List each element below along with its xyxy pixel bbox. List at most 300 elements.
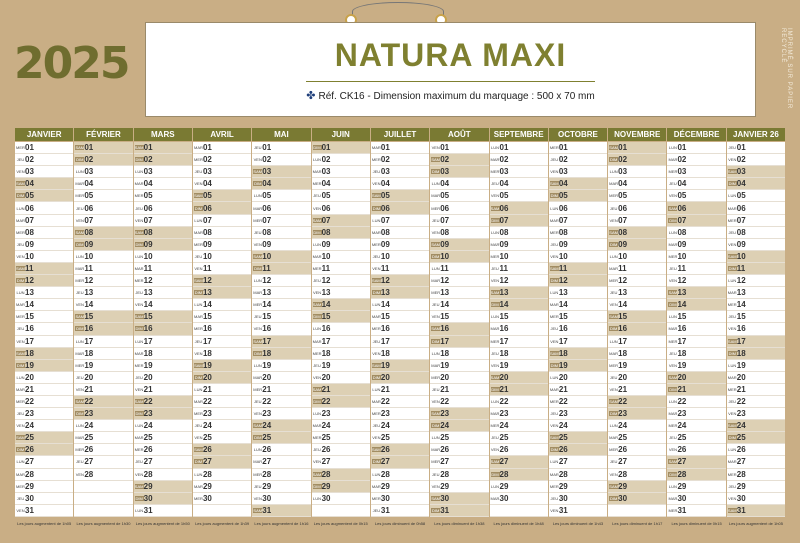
day-row	[549, 323, 607, 335]
weekday-label: LUN	[490, 483, 499, 489]
day-row	[74, 469, 132, 481]
weekday-label: MAR	[490, 495, 500, 501]
day-row	[312, 299, 370, 311]
day-number: 07	[262, 215, 272, 225]
weekday-label: VEN	[609, 302, 618, 308]
weekday-label: DIM	[135, 241, 143, 247]
weekday-label: VEN	[253, 157, 262, 163]
day-row	[74, 408, 132, 420]
day-row	[490, 432, 548, 444]
day-number: 01	[321, 143, 331, 153]
day-number: 09	[202, 239, 212, 249]
day-row	[193, 239, 251, 251]
day-row	[430, 323, 488, 335]
day-number: 05	[380, 191, 390, 201]
weekday-label: MER	[727, 302, 737, 308]
day-row	[193, 396, 251, 408]
weekday-label: MAR	[75, 435, 85, 441]
day-row	[252, 444, 310, 456]
day-number: 21	[380, 384, 390, 394]
day-row	[134, 481, 192, 493]
day-number: 29	[736, 481, 746, 491]
weekday-label: LUN	[253, 193, 262, 199]
day-number: 21	[262, 384, 272, 394]
month-days	[252, 142, 310, 517]
day-row	[608, 166, 666, 178]
day-row	[549, 166, 607, 178]
weekday-label: JEU	[609, 459, 618, 465]
day-row	[608, 360, 666, 372]
day-number: 05	[262, 191, 272, 201]
weekday-label: MAR	[371, 314, 381, 320]
weekday-label: DIM	[609, 495, 618, 501]
day-row	[608, 323, 666, 335]
day-number: 23	[321, 409, 331, 419]
weekday-label: MER	[16, 399, 25, 405]
day-row	[549, 420, 607, 432]
day-number: 27	[84, 457, 94, 467]
day-number: 17	[84, 336, 94, 346]
day-number: 07	[143, 215, 153, 225]
day-number: 27	[380, 457, 390, 467]
day-row	[134, 432, 192, 444]
day-number: 20	[380, 372, 390, 382]
day-number: 08	[25, 227, 34, 237]
day-number: 27	[618, 457, 628, 467]
day-number: 21	[736, 384, 746, 394]
day-row	[312, 469, 370, 481]
day-number: 11	[558, 263, 568, 273]
weekday-label: JEU	[16, 326, 25, 332]
day-number: 25	[202, 433, 212, 443]
day-number: 31	[677, 505, 687, 515]
weekday-label: LUN	[16, 205, 25, 211]
day-number: 03	[380, 167, 390, 177]
day-number: 17	[202, 336, 212, 346]
day-number: 29	[618, 481, 628, 491]
weekday-label: DIM	[550, 362, 558, 368]
day-row	[252, 336, 310, 348]
weekday-label: SAM	[490, 205, 500, 211]
day-number: 27	[321, 457, 331, 467]
day-row	[608, 481, 666, 493]
day-row	[15, 178, 73, 190]
month-header: AVRIL	[193, 128, 251, 141]
weekday-label: MAR	[431, 447, 441, 453]
day-row	[15, 239, 73, 251]
day-row	[15, 311, 73, 323]
day-row	[430, 372, 488, 384]
day-number: 23	[499, 409, 509, 419]
day-number: 06	[677, 203, 687, 213]
day-row	[430, 263, 488, 275]
day-row	[727, 166, 785, 178]
day-number: 05	[321, 191, 331, 201]
weekday-label: DIM	[550, 447, 558, 453]
weekday-label: DIM	[76, 326, 84, 332]
weekday-label: MAR	[75, 181, 85, 187]
day-number: 21	[618, 384, 628, 394]
day-number: 09	[677, 239, 687, 249]
weekday-label: MER	[371, 411, 381, 417]
day-number: 28	[677, 469, 687, 479]
day-row	[312, 251, 370, 263]
day-number: 10	[25, 251, 34, 261]
weekday-label: DIM	[669, 217, 677, 223]
day-number: 25	[677, 433, 687, 443]
weekday-label: VEN	[135, 471, 144, 477]
day-row	[193, 481, 251, 493]
day-row	[549, 372, 607, 384]
weekday-label: LUN	[728, 278, 737, 284]
day-row	[15, 456, 73, 468]
weekday-label: JEU	[728, 229, 737, 235]
day-row	[727, 299, 785, 311]
weekday-label: MER	[549, 314, 559, 320]
weekday-label: VEN	[16, 169, 25, 175]
day-row	[371, 323, 429, 335]
day-number: 14	[262, 300, 272, 310]
weekday-label: SAM	[134, 399, 144, 405]
day-row	[134, 420, 192, 432]
day-row	[193, 372, 251, 384]
weekday-label: LUN	[550, 205, 559, 211]
day-row	[549, 299, 607, 311]
day-row	[490, 142, 548, 154]
day-number: 15	[736, 312, 746, 322]
weekday-label: VEN	[253, 411, 262, 417]
reference-line	[146, 89, 755, 102]
weekday-label: JEU	[550, 495, 559, 501]
weekday-label: LUN	[75, 423, 84, 429]
day-row	[134, 311, 192, 323]
day-number: 21	[321, 384, 331, 394]
day-row	[134, 396, 192, 408]
day-number: 03	[202, 167, 212, 177]
day-number: 14	[84, 300, 94, 310]
weekday-label: MER	[312, 435, 322, 441]
day-number: 07	[736, 215, 746, 225]
weekday-label: SAM	[609, 399, 618, 405]
weekday-label: SAM	[16, 350, 25, 356]
weekday-label: JEU	[135, 290, 143, 296]
weekday-label: SAM	[609, 483, 618, 489]
day-number: 16	[736, 324, 746, 334]
day-row	[193, 493, 251, 505]
day-row	[312, 505, 370, 517]
day-row	[727, 469, 785, 481]
day-row	[490, 166, 548, 178]
day-number: 24	[677, 421, 687, 431]
weekday-label: MAR	[727, 205, 737, 211]
day-row	[549, 227, 607, 239]
day-row	[134, 227, 192, 239]
day-number: 16	[202, 324, 212, 334]
day-number: 04	[677, 179, 687, 189]
weekday-label: DIM	[609, 241, 618, 247]
weekday-label: MAR	[193, 399, 203, 405]
day-row	[549, 142, 607, 154]
day-row	[312, 408, 370, 420]
day-number: 15	[84, 312, 94, 322]
day-row	[608, 469, 666, 481]
day-number: 13	[321, 288, 331, 298]
weekday-label: SAM	[549, 350, 559, 356]
weekday-label: VEN	[490, 447, 500, 453]
weekday-label: JEU	[16, 157, 25, 163]
weekday-label: MAR	[609, 181, 619, 187]
day-number: 04	[262, 179, 272, 189]
day-row	[15, 287, 73, 299]
weekday-label: MAR	[253, 205, 263, 211]
day-row	[549, 348, 607, 360]
weekday-label: SAM	[668, 205, 678, 211]
day-number: 06	[736, 203, 746, 213]
day-number: 28	[736, 469, 746, 479]
weekday-label: MER	[75, 362, 85, 368]
day-row	[134, 348, 192, 360]
day-number: 18	[380, 348, 390, 358]
day-row	[371, 493, 429, 505]
day-number: 24	[262, 421, 272, 431]
weekday-label: LUN	[16, 459, 25, 465]
day-row	[74, 481, 132, 493]
day-row	[490, 396, 548, 408]
day-row	[727, 481, 785, 493]
day-row	[371, 372, 429, 384]
day-row	[15, 481, 73, 493]
weekday-label: LUN	[490, 399, 499, 405]
weekday-label: DIM	[728, 181, 736, 187]
day-number: 18	[618, 348, 628, 358]
day-number: 05	[558, 191, 568, 201]
weekday-label: LUN	[75, 253, 84, 259]
day-row	[193, 227, 251, 239]
day-number: 11	[440, 263, 449, 273]
weekday-label: JEU	[76, 205, 84, 211]
weekday-label: VEN	[490, 362, 500, 368]
day-row	[727, 396, 785, 408]
weekday-label: VEN	[728, 157, 737, 163]
day-number: 06	[321, 203, 331, 213]
day-row	[252, 263, 310, 275]
day-number: 11	[736, 263, 746, 273]
day-row	[727, 311, 785, 323]
day-number: 22	[440, 397, 450, 407]
month-days	[490, 142, 548, 517]
day-row	[549, 202, 607, 214]
weekday-label: LUN	[372, 471, 381, 477]
day-row	[608, 215, 666, 227]
day-number: 17	[736, 336, 746, 346]
weekday-label: MAR	[16, 217, 25, 223]
header-panel	[145, 22, 756, 117]
day-row	[15, 251, 73, 263]
weekday-label: VEN	[668, 362, 678, 368]
day-row	[252, 178, 310, 190]
day-row	[490, 408, 548, 420]
day-row	[430, 166, 488, 178]
day-number: 31	[262, 505, 272, 515]
weekday-label: MER	[75, 447, 85, 453]
day-number: 07	[618, 215, 628, 225]
day-row	[490, 251, 548, 263]
day-number: 27	[440, 457, 450, 467]
day-number: 08	[321, 227, 331, 237]
day-number: 20	[84, 372, 94, 382]
day-number: 03	[25, 167, 34, 177]
month-footer: Les jours augmentent de 1h05	[17, 521, 72, 526]
day-row	[252, 311, 310, 323]
weekday-label: SAM	[727, 169, 737, 175]
weekday-label: DIM	[550, 278, 558, 284]
weekday-label: DIM	[194, 205, 203, 211]
weekday-label: DIM	[609, 411, 618, 417]
month-header: SEPTEMBRE	[490, 128, 548, 141]
day-row	[667, 372, 725, 384]
weekday-label: JEU	[194, 423, 203, 429]
weekday-label: MER	[727, 217, 737, 223]
day-number: 31	[736, 505, 746, 515]
month-footer: Les jours augmentent de 1h30	[76, 521, 131, 526]
day-number: 01	[202, 143, 212, 153]
day-number: 25	[558, 433, 568, 443]
day-row	[134, 299, 192, 311]
weekday-label: LUN	[668, 314, 677, 320]
weekday-label: MAR	[16, 471, 25, 477]
day-number: 29	[440, 481, 450, 491]
day-row	[490, 481, 548, 493]
day-row	[252, 154, 310, 166]
weekday-label: LUN	[372, 302, 381, 308]
day-number: 16	[143, 324, 153, 334]
day-row	[15, 202, 73, 214]
day-row	[134, 263, 192, 275]
weekday-label: MER	[549, 399, 559, 405]
day-number: 29	[380, 481, 390, 491]
weekday-label: JEU	[728, 314, 737, 320]
day-number: 03	[440, 167, 450, 177]
day-number: 04	[321, 179, 331, 189]
day-number: 21	[25, 384, 34, 394]
day-number: 26	[440, 445, 450, 455]
month-footer: Les jours diminuent de 0h15	[671, 521, 722, 526]
day-number: 19	[84, 360, 94, 370]
weekday-label: DIM	[609, 326, 618, 332]
day-number: 28	[558, 469, 568, 479]
day-row	[549, 178, 607, 190]
weekday-label: MER	[134, 362, 144, 368]
weekday-label: DIM	[372, 459, 381, 465]
weekday-label: SAM	[727, 338, 737, 344]
day-row	[490, 299, 548, 311]
day-row	[608, 299, 666, 311]
day-row	[312, 348, 370, 360]
month-days	[15, 142, 73, 517]
day-number: 30	[736, 493, 746, 503]
month-column	[15, 128, 73, 531]
day-number: 06	[25, 203, 34, 213]
day-number: 24	[25, 421, 34, 431]
weekday-label: VEN	[728, 241, 737, 247]
weekday-label: LUN	[668, 483, 677, 489]
weekday-label: LUN	[550, 374, 559, 380]
month-footer: Les jours augmentent de 0h15	[313, 521, 368, 526]
weekday-label: LUN	[372, 217, 381, 223]
weekday-label: JEU	[253, 483, 262, 489]
weekday-label: DIM	[432, 507, 440, 513]
weekday-label: MER	[668, 169, 678, 175]
day-number: 15	[262, 312, 272, 322]
weekday-label: SAM	[609, 229, 618, 235]
day-row	[193, 432, 251, 444]
weekday-label: MAR	[549, 386, 559, 392]
day-row	[667, 396, 725, 408]
weekday-label: VEN	[135, 302, 144, 308]
weekday-label: MAR	[727, 459, 737, 465]
day-row	[134, 493, 192, 505]
day-number: 30	[25, 493, 34, 503]
day-row	[74, 275, 132, 287]
day-number: 12	[321, 276, 331, 286]
day-row	[15, 299, 73, 311]
weekday-label: SAM	[549, 181, 559, 187]
day-number: 10	[440, 251, 450, 261]
day-row	[490, 178, 548, 190]
day-row	[667, 336, 725, 348]
day-row	[74, 251, 132, 263]
weekday-label: SAM	[490, 290, 500, 296]
day-row	[430, 360, 488, 372]
weekday-label: LUN	[135, 169, 144, 175]
day-row	[312, 275, 370, 287]
day-row	[608, 251, 666, 263]
weekday-label: DIM	[372, 205, 381, 211]
weekday-label: MER	[253, 386, 263, 392]
day-number: 14	[25, 300, 34, 310]
day-number: 30	[558, 493, 568, 503]
weekday-label: JEU	[728, 145, 737, 151]
day-row	[430, 432, 488, 444]
day-row	[193, 348, 251, 360]
weekday-label: MER	[312, 265, 322, 271]
weekday-label: SAM	[490, 459, 500, 465]
weekday-label: SAM	[253, 507, 263, 513]
weekday-label: VEN	[194, 350, 203, 356]
weekday-label: MAR	[134, 435, 144, 441]
weekday-label: MAR	[609, 350, 619, 356]
day-row	[252, 348, 310, 360]
weekday-label: VEN	[253, 495, 262, 501]
weekday-label: LUN	[75, 338, 84, 344]
day-number: 25	[618, 433, 628, 443]
weekday-label: JEU	[16, 495, 25, 501]
weekday-label: SAM	[431, 241, 441, 247]
day-row	[667, 408, 725, 420]
day-number: 11	[143, 263, 153, 273]
day-row	[312, 493, 370, 505]
day-row	[667, 432, 725, 444]
weekday-label: MER	[668, 253, 678, 259]
day-number: 11	[618, 263, 627, 273]
weekday-label: SAM	[431, 157, 441, 163]
day-number: 25	[143, 433, 153, 443]
day-row	[252, 287, 310, 299]
day-row	[74, 142, 132, 154]
day-number: 07	[84, 215, 94, 225]
day-number: 31	[25, 505, 34, 515]
day-row	[667, 493, 725, 505]
